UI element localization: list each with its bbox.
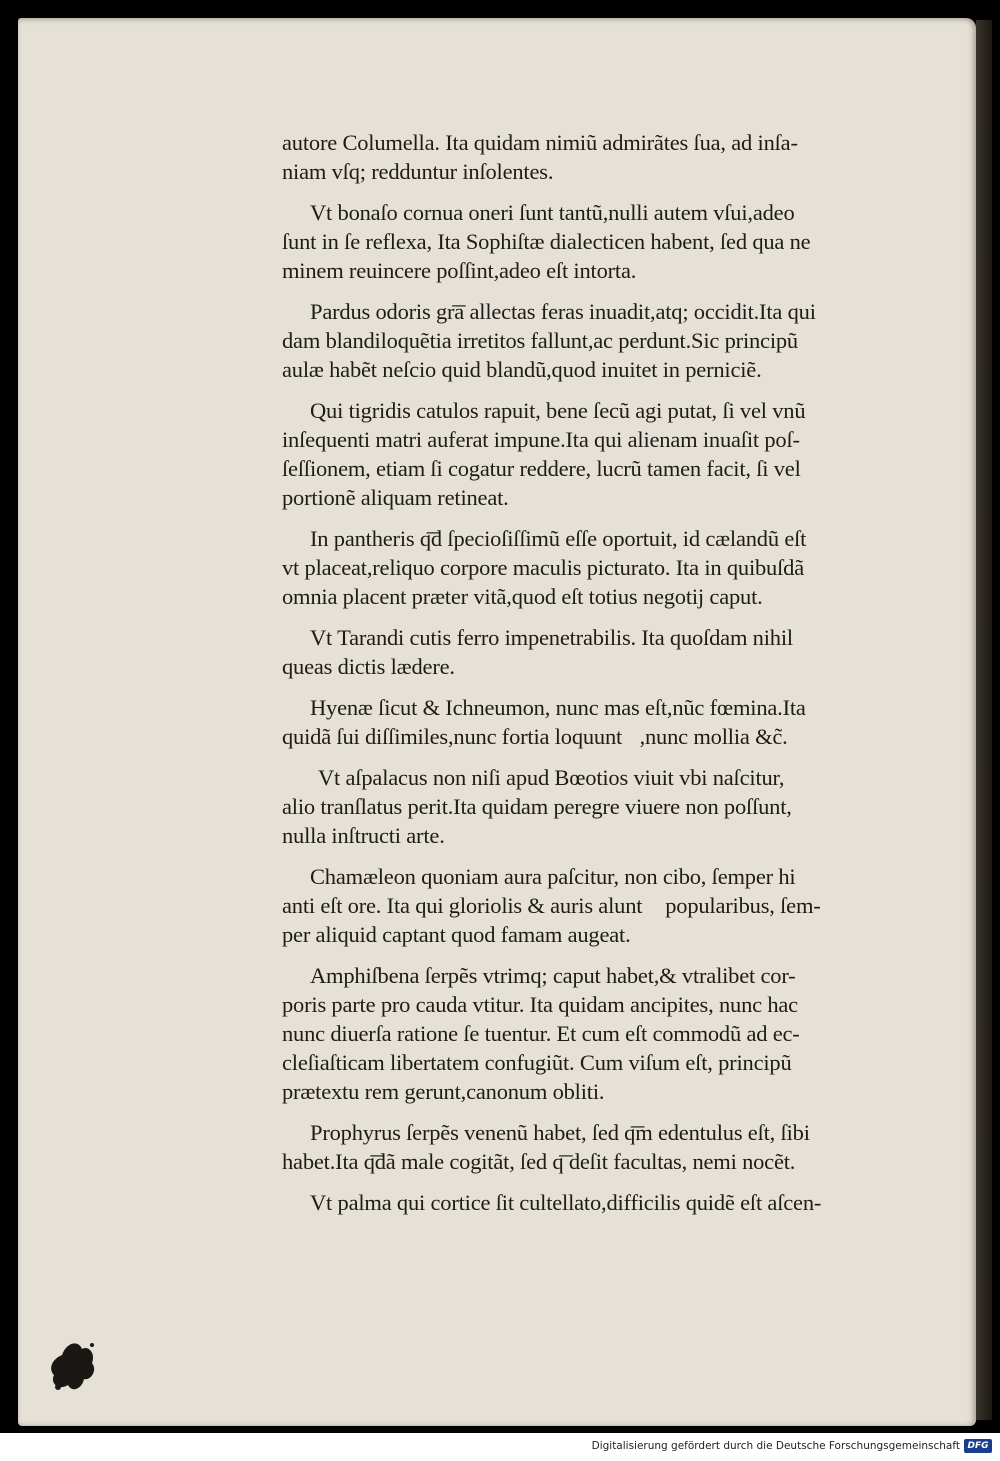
paragraph: [282, 862, 938, 949]
text-line: Prophyrus ſerpẽs venenũ habet, ſed q͞m edentulus eſt, ſibi: [310, 1120, 810, 1145]
text-line: prætextu rem gerunt,canonum obliti.: [282, 1079, 605, 1104]
text-line: Vt bonaſo cornua oneri ſunt tantũ,nulli autem vſui,adeo: [310, 200, 795, 225]
text-line: niam vſq; redduntur inſolentes.: [282, 159, 554, 184]
text-line: minem reuincere poſſint,adeo eſt intorta.: [282, 258, 637, 283]
text-line: Vt aſpalacus non niſi apud Bœotios viuit vbi naſcitur,: [318, 765, 785, 790]
paragraph: [282, 524, 938, 611]
text-line: nunc diuerſa ratione ſe tuentur. Et cum eſt commodũ ad ec-: [282, 1021, 800, 1046]
text-line: aulæ habẽt neſcio quid blandũ,quod inuitet in perniciẽ.: [282, 357, 762, 382]
funding-credit: Digitalisierung gefördert durch die Deutsche Forschungsgemeinschaft: [591, 1440, 960, 1452]
text-line: queas dictis lædere.: [282, 654, 455, 679]
text-line: quidã ſui diſſimiles,nunc fortia loquunt᷑,nunc mollia &c̃.: [282, 724, 788, 749]
text-line: per aliquid captant quod famam augeat.: [282, 922, 631, 947]
paragraph: [282, 763, 938, 850]
text-line: Chamæleon quoniam aura paſcitur, non cibo, ſemper hi: [310, 864, 796, 889]
text-line: vt placeat,reliquo corpore maculis picturato. Ita in quibuſdã: [282, 555, 804, 580]
text-line: Qui tigridis catulos rapuit, bene ſecũ agi putat, ſi vel vnũ: [310, 398, 806, 423]
text-line: Vt palma qui cortice ſit cultellato,difficilis quidẽ eſt aſcen-: [310, 1190, 822, 1215]
text-line: Pardus odoris gr͞a allectas feras inuadit,atq; occidit.Ita qui: [310, 299, 816, 324]
paragraph: [282, 128, 938, 186]
text-line: autore Columella. Ita quidam nimiũ admirãtes ſua, ad inſa-: [282, 130, 798, 155]
paragraph: [282, 396, 938, 512]
paragraph: [282, 198, 938, 285]
text-line: Vt Tarandi cutis ferro impenetrabilis. Ita quoſdam nihil: [310, 625, 793, 650]
text-line: Hyenæ ſicut & Ichneumon, nunc mas eſt,nũc fœmina.Ita: [310, 695, 806, 720]
paragraph: [282, 623, 938, 681]
text-line: poris parte pro cauda vtitur. Ita quidam ancipites, nunc hac: [282, 992, 798, 1017]
dfg-logo: DFG: [964, 1439, 992, 1453]
ink-blot: [48, 1335, 100, 1397]
page-text: [282, 128, 938, 1229]
paragraph: [282, 1118, 938, 1176]
text-line: habet.Ita q͞dã male cogitãt, ſed q͞ deſit facultas, nemi nocẽt.: [282, 1149, 796, 1174]
text-line: nulla inſtructi arte.: [282, 823, 445, 848]
text-line: ſeſſionem, etiam ſi cogatur reddere, lucrũ tamen facit, ſi vel: [282, 456, 801, 481]
text-line: In pantheris q͞d ſpecioſiſſimũ eſſe oportuit, id cælandũ eſt: [310, 526, 807, 551]
text-line: alio tranſlatus perit.Ita quidam peregre viuere non poſſunt,: [282, 794, 792, 819]
paragraph: [282, 693, 938, 751]
text-line: portionẽ aliquam retineat.: [282, 485, 509, 510]
footer-bar: [0, 1433, 1000, 1461]
text-line: inſequenti matri auferat impune.Ita qui alienam inuaſit poſ-: [282, 427, 800, 452]
paragraph: [282, 961, 938, 1106]
text-line: omnia placent præter vitã,quod eſt totius negotij caput.: [282, 584, 763, 609]
page-edge-shadow: [976, 20, 992, 1420]
text-line: Amphiſbena ſerpẽs vtrimq; caput habet,& vtralibet cor-: [310, 963, 796, 988]
text-line: dam blandiloquẽtia irretitos fallunt,ac perdunt.Sic principũ: [282, 328, 798, 353]
text-line: ſunt in ſe reflexa, Ita Sophiſtæ dialecticen habent, ſed qua ne: [282, 229, 811, 254]
paragraph: [282, 297, 938, 384]
text-line: anti eſt ore. Ita qui gloriolis & auris alunt᷑ popularibus, ſem-: [282, 893, 821, 918]
paragraph: [282, 1188, 938, 1217]
text-line: cleſiaſticam libertatem confugiũt. Cum viſum eſt, principũ: [282, 1050, 792, 1075]
